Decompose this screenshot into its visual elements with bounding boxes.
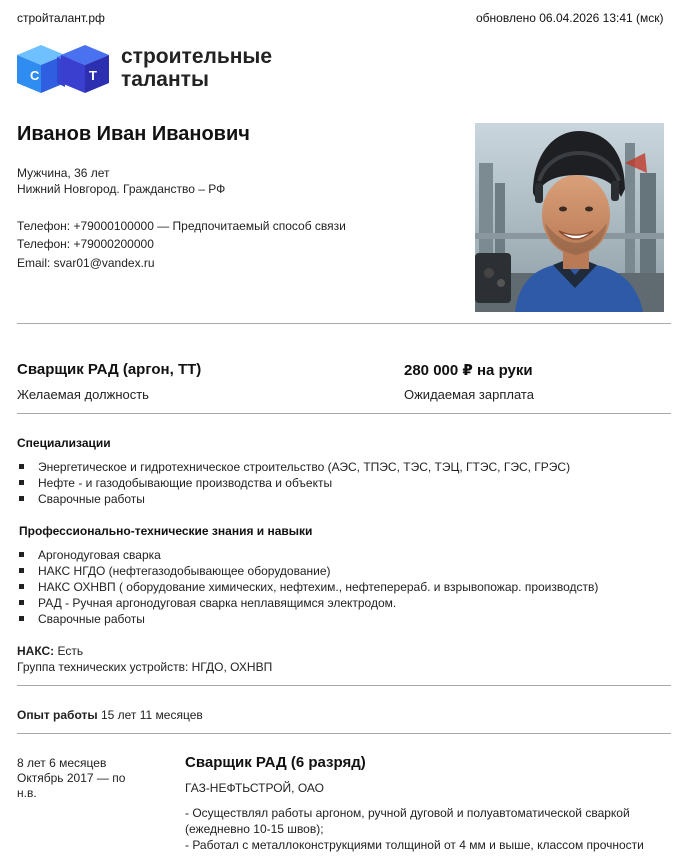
job-period: Октябрь 2017 — по н.в.: [17, 771, 126, 800]
experience-total: [17, 708, 203, 722]
divider: [17, 323, 671, 324]
desired-position: Сварщик РАД (аргон, ТТ): [17, 361, 202, 378]
skills-title: Профессионально-технические знания и навыки: [19, 524, 313, 538]
expected-salary: 280 000 ₽ на руки: [404, 362, 533, 379]
site-name: стройталант.рф: [17, 11, 105, 25]
job-duration: 8 лет 6 месяцев: [17, 756, 107, 770]
updated-timestamp: обновлено 06.04.2026 13:41 (мск): [476, 11, 664, 25]
job-company: ГАЗ-НЕФТЬСТРОЙ, ОАО: [185, 781, 324, 795]
phone-secondary: Телефон: +79000200000: [17, 237, 154, 251]
experience-label: Опыт работы: [17, 708, 98, 722]
job-description: [185, 805, 665, 853]
list-item: НАКС НГДО (нефтегазодобывающее оборудование): [19, 563, 598, 579]
job-description-line: - Работал с металлоконструкциями толщиной от 4 мм и выше, классом прочности: [185, 838, 644, 852]
divider: [17, 413, 671, 414]
expected-salary-caption: Ожидаемая зарплата: [404, 387, 534, 402]
job-dates: [17, 756, 147, 801]
list-item: Энергетическое и гидротехническое строительство (АЭС, ТПЭС, ТЭС, ТЭЦ, ГТЭС, ГЭС, ГРЭС): [19, 459, 570, 475]
list-item: РАД - Ручная аргонодуговая сварка неплавящимся электродом.: [19, 595, 598, 611]
job-title: Сварщик РАД (6 разряд): [185, 754, 366, 771]
job-description-line: - Осуществлял работы аргоном, ручной дуговой и полуавтоматической сваркой (ежедневно 10-15 швов);: [185, 806, 630, 836]
candidate-name: Иванов Иван Иванович: [17, 123, 250, 145]
naks-label: НАКС:: [17, 644, 55, 658]
gender-age: Мужчина, 36 лет: [17, 166, 110, 180]
email: Email: svar01@vandex.ru: [17, 256, 155, 270]
divider: [17, 685, 671, 686]
naks-status: [17, 644, 83, 658]
specializations-title: Специализации: [17, 436, 111, 450]
logo-wordmark: [121, 45, 272, 91]
experience-value: 15 лет 11 месяцев: [100, 708, 203, 722]
list-item: Сварочные работы: [19, 491, 570, 507]
logo-line-2: таланты: [121, 68, 209, 91]
divider: [17, 733, 671, 734]
list-item: Нефте - и газодобывающие производства и объекты: [19, 475, 570, 491]
naks-value: Есть: [57, 644, 84, 658]
location: Нижний Новгород. Гражданство – РФ: [17, 182, 226, 196]
list-item: Аргонодуговая сварка: [19, 547, 598, 563]
desired-position-caption: Желаемая должность: [17, 387, 149, 402]
logo-letter-right: Т: [89, 68, 97, 83]
logo-letter-left: С: [30, 68, 40, 83]
naks-groups: Группа технических устройств: НГДО, ОХНВП: [17, 660, 273, 674]
list-item: Сварочные работы: [19, 611, 598, 627]
skills-list: [19, 547, 598, 627]
logo-cubes-icon: [17, 43, 117, 95]
specializations-list: [19, 459, 570, 507]
candidate-photo: [475, 123, 664, 312]
phone-primary: Телефон: +79000100000 — Предпочитаемый способ связи: [17, 219, 346, 233]
list-item: НАКС ОХНВП ( оборудование химических, нефтехим., нефтеперераб. и взрывопожар. производств): [19, 579, 598, 595]
logo-line-1: строительные: [121, 45, 273, 68]
